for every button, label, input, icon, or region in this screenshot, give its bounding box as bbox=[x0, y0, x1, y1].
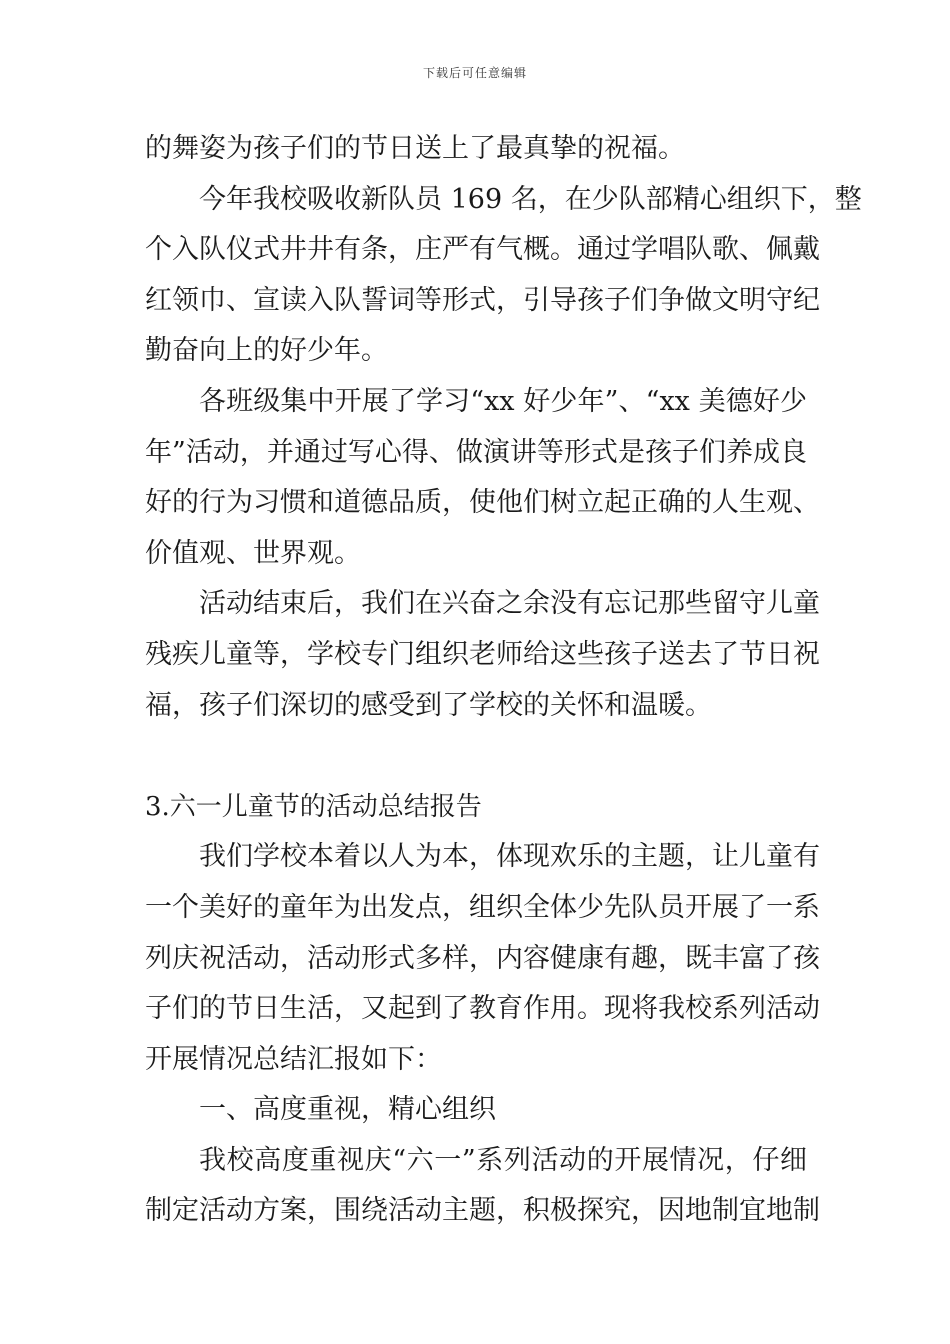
paragraph-line: 好的行为习惯和道德品质，使他们树立起正确的人生观、 bbox=[145, 487, 820, 519]
paragraph-line: 我们学校本着以人为本，体现欢乐的主题，让儿童有 bbox=[199, 841, 820, 873]
paragraph-line: 勤奋向上的好少年。 bbox=[145, 335, 388, 367]
paragraph-line: 个入队仪式井井有条，庄严有气概。通过学唱队歌、佩戴 bbox=[145, 234, 820, 266]
paragraph-line: 制定活动方案，围绕活动主题，积极探究，因地制宜地制 bbox=[145, 1195, 820, 1227]
paragraph-line: 列庆祝活动，活动形式多样，内容健康有趣，既丰富了孩 bbox=[145, 942, 820, 974]
paragraph-line: 的舞姿为孩子们的节日送上了最真挚的祝福。 bbox=[145, 133, 685, 164]
paragraph-line: 一个美好的童年为出发点，组织全体少先队员开展了一系 bbox=[145, 891, 820, 923]
paragraph-line: 今年我校吸收新队员 169 名，在少队部精心组织下，整 bbox=[199, 183, 862, 215]
paragraph-line: 红领巾、宣读入队誓词等形式，引导孩子们争做文明守纪 bbox=[145, 284, 820, 316]
page-header-note: 下载后可任意编辑 bbox=[422, 66, 527, 80]
paragraph-line: 价值观、世界观。 bbox=[145, 537, 361, 569]
paragraph-line: 我校高度重视庆“六一”系列活动的开展情况，仔细 bbox=[199, 1144, 807, 1176]
paragraph-line: 福，孩子们深切的感受到了学校的关怀和温暖。 bbox=[145, 689, 712, 721]
document-body bbox=[145, 124, 862, 1237]
blank-line bbox=[145, 731, 807, 782]
section-heading: 3.六一儿童节的活动总结报告 bbox=[145, 791, 482, 822]
paragraph-line: 年”活动，并通过写心得、做演讲等形式是孩子们养成良 bbox=[145, 436, 807, 468]
paragraph-line: 各班级集中开展了学习“xx 好少年”、“xx 美德好少 bbox=[199, 385, 807, 417]
paragraph-line: 残疾儿童等，学校专门组织老师给这些孩子送去了节日祝 bbox=[145, 638, 820, 670]
paragraph-line: 开展情况总结汇报如下： bbox=[145, 1043, 442, 1075]
paragraph-line: 子们的节日生活，又起到了教育作用。现将我校系列活动 bbox=[145, 993, 820, 1025]
subheading-line: 一、高度重视，精心组织 bbox=[199, 1094, 496, 1126]
paragraph-line: 活动结束后，我们在兴奋之余没有忘记那些留守儿童 bbox=[199, 588, 820, 620]
